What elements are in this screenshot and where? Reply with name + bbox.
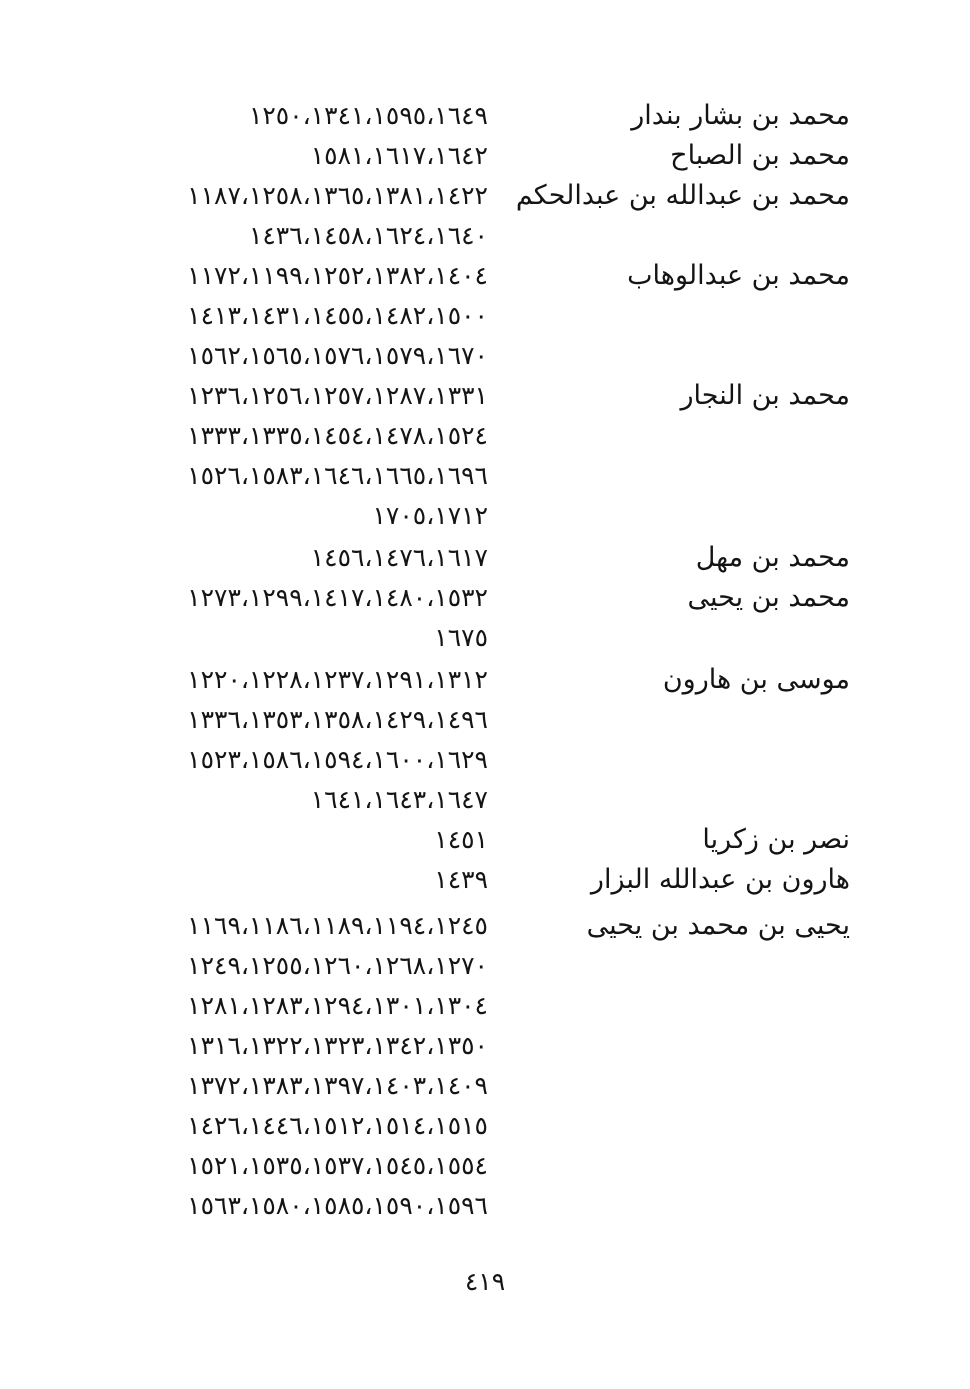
index-entry-continuation [0, 618, 970, 658]
narrator-name: محمد بن عبدالله بن عبدالحكم [515, 180, 850, 211]
index-entry [0, 136, 970, 176]
index-entry-continuation [0, 496, 970, 536]
index-entry-continuation [0, 740, 970, 780]
index-entry-continuation [0, 1026, 970, 1066]
index-entry-continuation [0, 1106, 970, 1146]
hadith-numbers-line: ١٥٨١،١٦١٧،١٦٤٢ [310, 141, 488, 170]
index-entry-continuation [0, 336, 970, 376]
index-entry [0, 176, 970, 216]
index-entry-continuation [0, 986, 970, 1026]
narrator-name: نصر بن زكريا [702, 824, 850, 855]
hadith-numbers-line: ١٦٧٥ [434, 623, 488, 652]
hadith-numbers-line: ١٦٤١،١٦٤٣،١٦٤٧ [310, 785, 488, 814]
index-entry-continuation [0, 700, 970, 740]
index-entry [0, 906, 970, 946]
hadith-numbers-line: ١٣٣٦،١٣٥٣،١٣٥٨،١٤٢٩،١٤٩٦ [187, 705, 488, 734]
index-entry-continuation [0, 946, 970, 986]
index-entry [0, 860, 970, 900]
narrator-name: محمد بن النجار [680, 380, 850, 411]
narrator-name: محمد بن يحيى [687, 582, 850, 613]
narrator-name: موسى بن هارون [662, 664, 850, 695]
hadith-numbers-line: ١٣١٦،١٣٢٢،١٣٢٣،١٣٤٢،١٣٥٠ [187, 1031, 488, 1060]
index-entry-continuation [0, 296, 970, 336]
index-entry [0, 96, 970, 136]
hadith-numbers-line: ١٣٧٢،١٣٨٣،١٣٩٧،١٤٠٣،١٤٠٩ [187, 1071, 488, 1100]
hadith-numbers-line: ١١٧٢،١١٩٩،١٢٥٢،١٣٨٢،١٤٠٤ [187, 261, 488, 290]
index-entry [0, 538, 970, 578]
hadith-numbers-line: ١٢٥٠،١٣٤١،١٥٩٥،١٦٤٩ [248, 101, 488, 130]
hadith-numbers-line: ١٥٢١،١٥٣٥،١٥٣٧،١٥٤٥،١٥٥٤ [187, 1151, 488, 1180]
hadith-numbers-line: ١٢٤٩،١٢٥٥،١٢٦٠،١٢٦٨،١٢٧٠ [187, 951, 488, 980]
index-entry-continuation [0, 1146, 970, 1186]
page-number: ٤١٩ [464, 1267, 506, 1296]
index-entry [0, 578, 970, 618]
hadith-numbers-line: ١١٦٩،١١٨٦،١١٨٩،١١٩٤،١٢٤٥ [187, 911, 488, 940]
hadith-numbers-line: ١٥٦٣،١٥٨٠،١٥٨٥،١٥٩٠،١٥٩٦ [187, 1191, 488, 1220]
index-entry-continuation [0, 1186, 970, 1226]
hadith-numbers-line: ١٥٢٦،١٥٨٣،١٦٤٦،١٦٦٥،١٦٩٦ [187, 461, 488, 490]
hadith-numbers-line: ١١٨٧،١٢٥٨،١٣٦٥،١٣٨١،١٤٢٢ [187, 181, 488, 210]
hadith-numbers-line: ١٤٢٦،١٤٤٦،١٥١٢،١٥١٤،١٥١٥ [187, 1111, 488, 1140]
index-entry [0, 376, 970, 416]
narrator-name: محمد بن مهل [695, 542, 850, 573]
narrator-name: محمد بن بشار بندار [631, 100, 850, 131]
index-entry-continuation [0, 780, 970, 820]
hadith-numbers-line: ١٤٥١ [434, 825, 488, 854]
hadith-numbers-line: ١٤١٣،١٤٣١،١٤٥٥،١٤٨٢،١٥٠٠ [187, 301, 488, 330]
index-entry [0, 820, 970, 860]
hadith-numbers-line: ١٥٢٣،١٥٨٦،١٥٩٤،١٦٠٠،١٦٢٩ [187, 745, 488, 774]
hadith-numbers-line: ١٣٣٣،١٣٣٥،١٤٥٤،١٤٧٨،١٥٢٤ [187, 421, 488, 450]
narrator-name: محمد بن عبدالوهاب [627, 260, 850, 291]
narrator-name: محمد بن الصباح [670, 140, 850, 171]
hadith-numbers-line: ١٤٥٦،١٤٧٦،١٦١٧ [310, 543, 488, 572]
hadith-numbers-line: ١٢٢٠،١٢٢٨،١٢٣٧،١٢٩١،١٣١٢ [187, 665, 488, 694]
hadith-numbers-line: ١٢٣٦،١٢٥٦،١٢٥٧،١٢٨٧،١٣٣١ [187, 381, 488, 410]
hadith-numbers-line: ١٢٧٣،١٢٩٩،١٤١٧،١٤٨٠،١٥٣٢ [187, 583, 488, 612]
narrator-name: هارون بن عبدالله البزار [590, 864, 850, 895]
hadith-numbers-line: ١٢٨١،١٢٨٣،١٢٩٤،١٣٠١،١٣٠٤ [187, 991, 488, 1020]
hadith-numbers-line: ١٧٠٥،١٧١٢ [372, 501, 488, 530]
index-entry-continuation [0, 456, 970, 496]
index-entry-continuation [0, 1066, 970, 1106]
index-entry-continuation [0, 416, 970, 456]
index-entry-continuation [0, 216, 970, 256]
hadith-numbers-line: ١٤٣٩ [434, 865, 488, 894]
index-entry [0, 660, 970, 700]
narrator-name: يحيى بن محمد بن يحيى [586, 910, 850, 941]
hadith-numbers-line: ١٥٦٢،١٥٦٥،١٥٧٦،١٥٧٩،١٦٧٠ [187, 341, 488, 370]
hadith-numbers-line: ١٤٣٦،١٤٥٨،١٦٢٤،١٦٤٠ [248, 221, 488, 250]
index-entry [0, 256, 970, 296]
